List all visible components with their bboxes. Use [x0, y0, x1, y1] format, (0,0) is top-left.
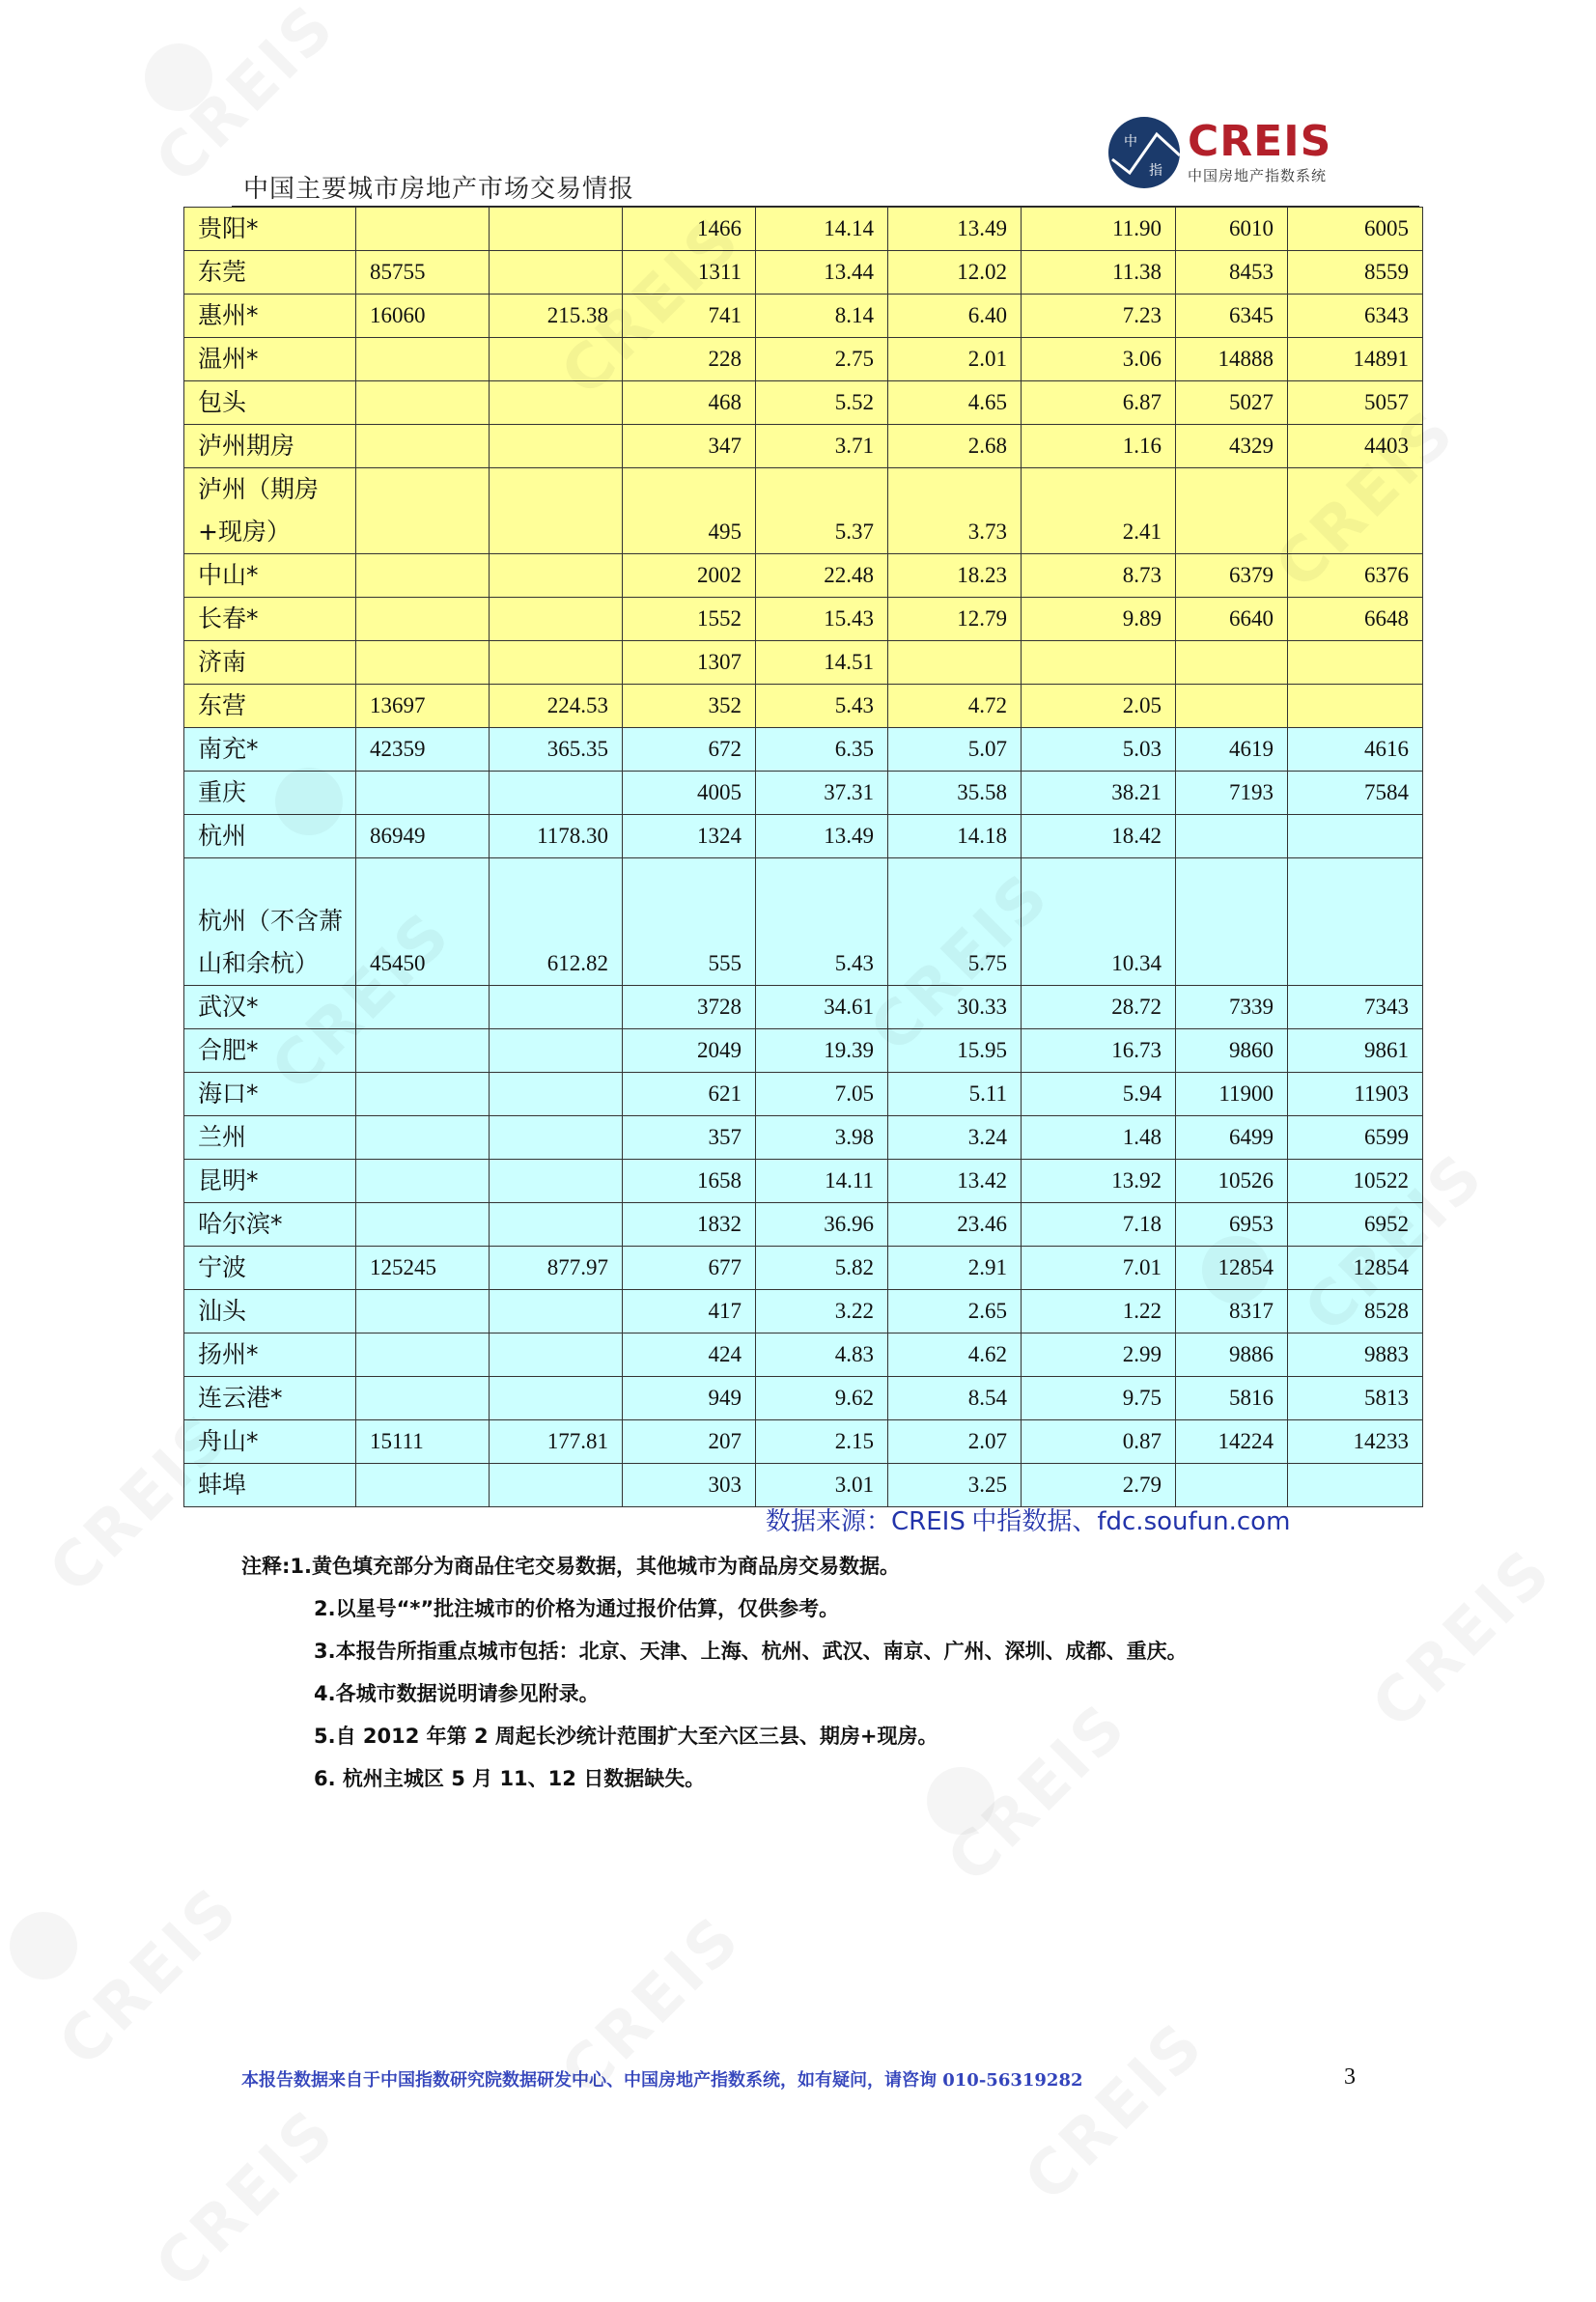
table-cell: 1658: [623, 1160, 756, 1203]
table-cell: 877.97: [490, 1247, 623, 1290]
table-cell: [356, 772, 490, 815]
city-name: 贵阳*: [184, 208, 356, 251]
table-cell: 6953: [1176, 1203, 1288, 1247]
city-name: 惠州*: [184, 295, 356, 338]
source-cn: 中指数据、: [965, 1507, 1098, 1535]
table-cell: 7339: [1176, 986, 1288, 1029]
table-cell: 9883: [1288, 1333, 1423, 1377]
table-cell: [356, 1464, 490, 1507]
table-cell: 6343: [1288, 295, 1423, 338]
table-row: [184, 338, 1423, 381]
table-cell: [490, 1116, 623, 1160]
table-cell: 30.33: [888, 986, 1022, 1029]
note-5: 5.自 2012 年第 2 周起长沙统计范围扩大至六区三县、期房+现房。: [314, 1725, 938, 1748]
table-cell: 15111: [356, 1420, 490, 1464]
table-cell: 5.82: [756, 1247, 888, 1290]
table-cell: [356, 1377, 490, 1420]
table-cell: 1311: [623, 251, 756, 295]
city-name: 杭州（不含萧山和余杭）: [184, 858, 356, 986]
table-cell: [1288, 815, 1423, 858]
table-cell: 8559: [1288, 251, 1423, 295]
table-cell: [490, 1029, 623, 1073]
table-cell: 15.95: [888, 1029, 1022, 1073]
table-cell: 357: [623, 1116, 756, 1160]
table-row: [184, 1333, 1423, 1377]
table-cell: 38.21: [1022, 772, 1176, 815]
table-cell: 468: [623, 381, 756, 425]
table-cell: 1466: [623, 208, 756, 251]
table-cell: 16.73: [1022, 1029, 1176, 1073]
note-6: 6. 杭州主城区 5 月 11、12 日数据缺失。: [314, 1767, 706, 1790]
table-cell: 14.11: [756, 1160, 888, 1203]
table-cell: 11903: [1288, 1073, 1423, 1116]
table-cell: 125245: [356, 1247, 490, 1290]
table-cell: [490, 1290, 623, 1333]
table-cell: 4403: [1288, 425, 1423, 468]
table-cell: 12854: [1176, 1247, 1288, 1290]
table-cell: 303: [623, 1464, 756, 1507]
table-cell: 672: [623, 728, 756, 772]
city-name: 泸州期房: [184, 425, 356, 468]
watermark-dot: [145, 43, 212, 111]
table-cell: 5.75: [888, 858, 1022, 986]
table-cell: 417: [623, 1290, 756, 1333]
table-row: [184, 1073, 1423, 1116]
page-number: 3: [1344, 2064, 1356, 2090]
table-cell: 3.01: [756, 1464, 888, 1507]
city-name: 合肥*: [184, 1029, 356, 1073]
city-name: 东营: [184, 685, 356, 728]
table-cell: 5.11: [888, 1073, 1022, 1116]
table-cell: 2.68: [888, 425, 1022, 468]
table-cell: 555: [623, 858, 756, 986]
table-cell: 5.03: [1022, 728, 1176, 772]
table-cell: 7584: [1288, 772, 1423, 815]
table-cell: 14.14: [756, 208, 888, 251]
table-cell: 3728: [623, 986, 756, 1029]
table-cell: 28.72: [1022, 986, 1176, 1029]
table-cell: 14233: [1288, 1420, 1423, 1464]
table-row: [184, 728, 1423, 772]
table-cell: 207: [623, 1420, 756, 1464]
table-cell: 6005: [1288, 208, 1423, 251]
table-cell: 13.42: [888, 1160, 1022, 1203]
table-cell: 7343: [1288, 986, 1423, 1029]
table-cell: 8.73: [1022, 554, 1176, 598]
table-cell: 352: [623, 685, 756, 728]
table-cell: 9860: [1176, 1029, 1288, 1073]
table-cell: [356, 1029, 490, 1073]
table-cell: 86949: [356, 815, 490, 858]
city-name: 连云港*: [184, 1377, 356, 1420]
table-cell: 7.18: [1022, 1203, 1176, 1247]
table-cell: 8.54: [888, 1377, 1022, 1420]
table-cell: 2.01: [888, 338, 1022, 381]
table-cell: 8317: [1176, 1290, 1288, 1333]
table-cell: 5.37: [756, 468, 888, 554]
table-cell: 5.43: [756, 858, 888, 986]
creis-logo-icon: [1108, 117, 1180, 188]
table-cell: 12.79: [888, 598, 1022, 641]
table-cell: 5.94: [1022, 1073, 1176, 1116]
table-cell: 6010: [1176, 208, 1288, 251]
table-row: [184, 815, 1423, 858]
svg-text:中: 中: [1124, 134, 1137, 150]
table-cell: 4.72: [888, 685, 1022, 728]
table-cell: 1.48: [1022, 1116, 1176, 1160]
table-cell: 10522: [1288, 1160, 1423, 1203]
city-name: 泸州（期房+现房）: [184, 468, 356, 554]
table-cell: 177.81: [490, 1420, 623, 1464]
table-row: [184, 986, 1423, 1029]
table-cell: 11.38: [1022, 251, 1176, 295]
table-cell: 5057: [1288, 381, 1423, 425]
table-cell: [1176, 641, 1288, 685]
table-row: [184, 381, 1423, 425]
table-cell: 34.61: [756, 986, 888, 1029]
note-3: 3.本报告所指重点城市包括：北京、天津、上海、杭州、武汉、南京、广州、深圳、成都、重庆。: [314, 1640, 1188, 1663]
table-cell: 2.79: [1022, 1464, 1176, 1507]
table-cell: 8528: [1288, 1290, 1423, 1333]
table-cell: 1307: [623, 641, 756, 685]
table-cell: 228: [623, 338, 756, 381]
table-cell: [356, 1290, 490, 1333]
table-cell: 13.49: [756, 815, 888, 858]
table-cell: 1.16: [1022, 425, 1176, 468]
table-cell: 3.73: [888, 468, 1022, 554]
table-row: [184, 208, 1423, 251]
city-name: 扬州*: [184, 1333, 356, 1377]
city-name: 海口*: [184, 1073, 356, 1116]
table-cell: 2.07: [888, 1420, 1022, 1464]
table-cell: 2.91: [888, 1247, 1022, 1290]
table-cell: 424: [623, 1333, 756, 1377]
city-name: 重庆: [184, 772, 356, 815]
city-name: 武汉*: [184, 986, 356, 1029]
table-row: [184, 598, 1423, 641]
table-cell: 1324: [623, 815, 756, 858]
table-cell: [356, 1333, 490, 1377]
table-cell: 14888: [1176, 338, 1288, 381]
city-name: 汕头: [184, 1290, 356, 1333]
table-cell: 495: [623, 468, 756, 554]
table-cell: 612.82: [490, 858, 623, 986]
table-cell: 14224: [1176, 1420, 1288, 1464]
table-cell: 9.89: [1022, 598, 1176, 641]
table-cell: [490, 641, 623, 685]
table-cell: 5.07: [888, 728, 1022, 772]
table-cell: 11.90: [1022, 208, 1176, 251]
table-cell: [490, 1464, 623, 1507]
data-source: [766, 1502, 1290, 1537]
table-cell: 23.46: [888, 1203, 1022, 1247]
table-cell: 35.58: [888, 772, 1022, 815]
watermark: [1359, 1535, 1567, 1743]
table-cell: 2.15: [756, 1420, 888, 1464]
table-cell: [1288, 468, 1423, 554]
table-cell: 347: [623, 425, 756, 468]
city-name: 舟山*: [184, 1420, 356, 1464]
note-1: 注释:1.黄色填充部分为商品住宅交易数据，其他城市为商品房交易数据。: [241, 1555, 900, 1578]
table-cell: 621: [623, 1073, 756, 1116]
table-cell: 365.35: [490, 728, 623, 772]
table-cell: 6640: [1176, 598, 1288, 641]
table-row: [184, 554, 1423, 598]
table-cell: 0.87: [1022, 1420, 1176, 1464]
table-cell: [356, 641, 490, 685]
logo-brand: CREIS: [1188, 116, 1332, 166]
watermark: [143, 0, 350, 197]
creis-logo: [1108, 113, 1352, 192]
table-cell: 4.62: [888, 1333, 1022, 1377]
table-row: [184, 1029, 1423, 1073]
city-name: 哈尔滨*: [184, 1203, 356, 1247]
table-cell: 37.31: [756, 772, 888, 815]
watermark: [1012, 2008, 1219, 2216]
table-cell: 6499: [1176, 1116, 1288, 1160]
footer-text: 本报告数据来自于中国指数研究院数据研发中心、中国房地产指数系统，如有疑问，请咨询 010-56319282: [241, 2070, 1083, 2091]
notes: [241, 1545, 1188, 1800]
table-cell: 7.05: [756, 1073, 888, 1116]
page-title: 中国主要城市房地产市场交易情报: [243, 175, 635, 203]
table-cell: [490, 1333, 623, 1377]
table-cell: 10.34: [1022, 858, 1176, 986]
table-cell: 2002: [623, 554, 756, 598]
table-row: [184, 1420, 1423, 1464]
table-row: [184, 425, 1423, 468]
table-cell: 9886: [1176, 1333, 1288, 1377]
table-cell: [490, 986, 623, 1029]
table-cell: [490, 554, 623, 598]
table-cell: 4619: [1176, 728, 1288, 772]
table-cell: 4329: [1176, 425, 1288, 468]
table-cell: [356, 598, 490, 641]
table-cell: [1022, 641, 1176, 685]
table-cell: [490, 1203, 623, 1247]
watermark: [143, 2095, 350, 2302]
table-cell: [1288, 1464, 1423, 1507]
city-name: 兰州: [184, 1116, 356, 1160]
table-cell: 677: [623, 1247, 756, 1290]
table-cell: 6.35: [756, 728, 888, 772]
table-cell: [490, 251, 623, 295]
table-cell: 6952: [1288, 1203, 1423, 1247]
table-row: [184, 468, 1423, 554]
table-cell: [356, 468, 490, 554]
table-cell: 10526: [1176, 1160, 1288, 1203]
table-cell: 12854: [1288, 1247, 1423, 1290]
table-cell: 6379: [1176, 554, 1288, 598]
source-label: 数据来源：: [766, 1507, 892, 1535]
table-cell: 16060: [356, 295, 490, 338]
table-cell: 85755: [356, 251, 490, 295]
table-cell: [356, 425, 490, 468]
table-cell: 12.02: [888, 251, 1022, 295]
table-row: [184, 772, 1423, 815]
table-cell: 8453: [1176, 251, 1288, 295]
table-cell: 45450: [356, 858, 490, 986]
city-name: 昆明*: [184, 1160, 356, 1203]
table-cell: [490, 338, 623, 381]
table-cell: 2.65: [888, 1290, 1022, 1333]
table-cell: [1288, 685, 1423, 728]
table-cell: [490, 1377, 623, 1420]
table-row: [184, 1160, 1423, 1203]
table-cell: 1.22: [1022, 1290, 1176, 1333]
table-cell: 3.25: [888, 1464, 1022, 1507]
note-4: 4.各城市数据说明请参见附录。: [314, 1682, 600, 1705]
table-cell: [1176, 815, 1288, 858]
table-row: [184, 295, 1423, 338]
table-cell: 224.53: [490, 685, 623, 728]
table-cell: 14891: [1288, 338, 1423, 381]
table-cell: 19.39: [756, 1029, 888, 1073]
table-row: [184, 1290, 1423, 1333]
table-cell: [1176, 468, 1288, 554]
table-cell: 8.14: [756, 295, 888, 338]
table-cell: 3.22: [756, 1290, 888, 1333]
table-cell: 13697: [356, 685, 490, 728]
table-cell: [490, 468, 623, 554]
city-name: 蚌埠: [184, 1464, 356, 1507]
table-cell: 2.05: [1022, 685, 1176, 728]
table-cell: 4005: [623, 772, 756, 815]
table-cell: 14.18: [888, 815, 1022, 858]
city-name: 长春*: [184, 598, 356, 641]
table-cell: 2.41: [1022, 468, 1176, 554]
table-cell: 6345: [1176, 295, 1288, 338]
table-cell: 13.49: [888, 208, 1022, 251]
city-name: 中山*: [184, 554, 356, 598]
table-row: [184, 641, 1423, 685]
logo-subtitle: 中国房地产指数系统: [1188, 166, 1328, 184]
table-cell: 6.40: [888, 295, 1022, 338]
table-cell: [356, 381, 490, 425]
table-cell: [356, 1203, 490, 1247]
table-cell: 2049: [623, 1029, 756, 1073]
table-cell: 7.01: [1022, 1247, 1176, 1290]
table-cell: [490, 1073, 623, 1116]
table-cell: 15.43: [756, 598, 888, 641]
table-cell: 5.43: [756, 685, 888, 728]
table-cell: 5813: [1288, 1377, 1423, 1420]
table-cell: [1176, 858, 1288, 986]
table-cell: 18.42: [1022, 815, 1176, 858]
table-cell: 9.75: [1022, 1377, 1176, 1420]
table-cell: [356, 1160, 490, 1203]
city-name: 包头: [184, 381, 356, 425]
table-cell: 11900: [1176, 1073, 1288, 1116]
table-cell: 22.48: [756, 554, 888, 598]
table-cell: 1178.30: [490, 815, 623, 858]
table-cell: 3.98: [756, 1116, 888, 1160]
table-cell: 5816: [1176, 1377, 1288, 1420]
table-row: [184, 1116, 1423, 1160]
table-cell: [1288, 641, 1423, 685]
svg-text:指: 指: [1149, 163, 1162, 179]
table-cell: 4.65: [888, 381, 1022, 425]
watermark-dot: [10, 1912, 77, 1979]
table-cell: [490, 772, 623, 815]
city-name: 杭州: [184, 815, 356, 858]
city-name: 宁波: [184, 1247, 356, 1290]
table-cell: 3.71: [756, 425, 888, 468]
table-row: [184, 1464, 1423, 1507]
table-cell: [490, 381, 623, 425]
table-cell: 14.51: [756, 641, 888, 685]
table-cell: [356, 554, 490, 598]
table-cell: [1288, 858, 1423, 986]
table-cell: [356, 338, 490, 381]
city-name: 济南: [184, 641, 356, 685]
table-cell: 215.38: [490, 295, 623, 338]
table-cell: 6.87: [1022, 381, 1176, 425]
table-cell: [1176, 1464, 1288, 1507]
table-cell: 4.83: [756, 1333, 888, 1377]
table-cell: [356, 1073, 490, 1116]
table-cell: 7.23: [1022, 295, 1176, 338]
table-cell: [888, 641, 1022, 685]
table-cell: [490, 1160, 623, 1203]
table-row: [184, 251, 1423, 295]
note-2: 2.以星号“*”批注城市的价格为通过报价估算，仅供参考。: [314, 1597, 840, 1620]
city-data-table: [183, 207, 1423, 1507]
table-row: [184, 1247, 1423, 1290]
source-creis: CREIS: [891, 1507, 966, 1536]
city-name: 东莞: [184, 251, 356, 295]
source-url[interactable]: fdc.soufun.com: [1097, 1507, 1291, 1536]
table-cell: [490, 425, 623, 468]
table-cell: 6599: [1288, 1116, 1423, 1160]
table-cell: [1176, 685, 1288, 728]
table-cell: [356, 208, 490, 251]
table-cell: 7193: [1176, 772, 1288, 815]
table-cell: 2.99: [1022, 1333, 1176, 1377]
table-cell: 18.23: [888, 554, 1022, 598]
table-cell: 36.96: [756, 1203, 888, 1247]
table-cell: 13.44: [756, 251, 888, 295]
watermark: [46, 1873, 254, 2081]
city-name: 温州*: [184, 338, 356, 381]
table-cell: 2.75: [756, 338, 888, 381]
table-cell: 1552: [623, 598, 756, 641]
table-cell: 42359: [356, 728, 490, 772]
city-name: 南充*: [184, 728, 356, 772]
table-cell: 949: [623, 1377, 756, 1420]
table-cell: [490, 598, 623, 641]
table-cell: 6376: [1288, 554, 1423, 598]
table-cell: [356, 1116, 490, 1160]
table-cell: 3.06: [1022, 338, 1176, 381]
table-cell: [490, 208, 623, 251]
table-row: [184, 858, 1423, 986]
table-cell: [356, 986, 490, 1029]
table-row: [184, 685, 1423, 728]
table-cell: 13.92: [1022, 1160, 1176, 1203]
table-cell: 6648: [1288, 598, 1423, 641]
table-cell: 9861: [1288, 1029, 1423, 1073]
table-cell: 741: [623, 295, 756, 338]
table-cell: 4616: [1288, 728, 1423, 772]
table-cell: 9.62: [756, 1377, 888, 1420]
table-cell: 3.24: [888, 1116, 1022, 1160]
table-cell: 5027: [1176, 381, 1288, 425]
table-row: [184, 1203, 1423, 1247]
table-row: [184, 1377, 1423, 1420]
table-cell: 5.52: [756, 381, 888, 425]
table-cell: 1832: [623, 1203, 756, 1247]
